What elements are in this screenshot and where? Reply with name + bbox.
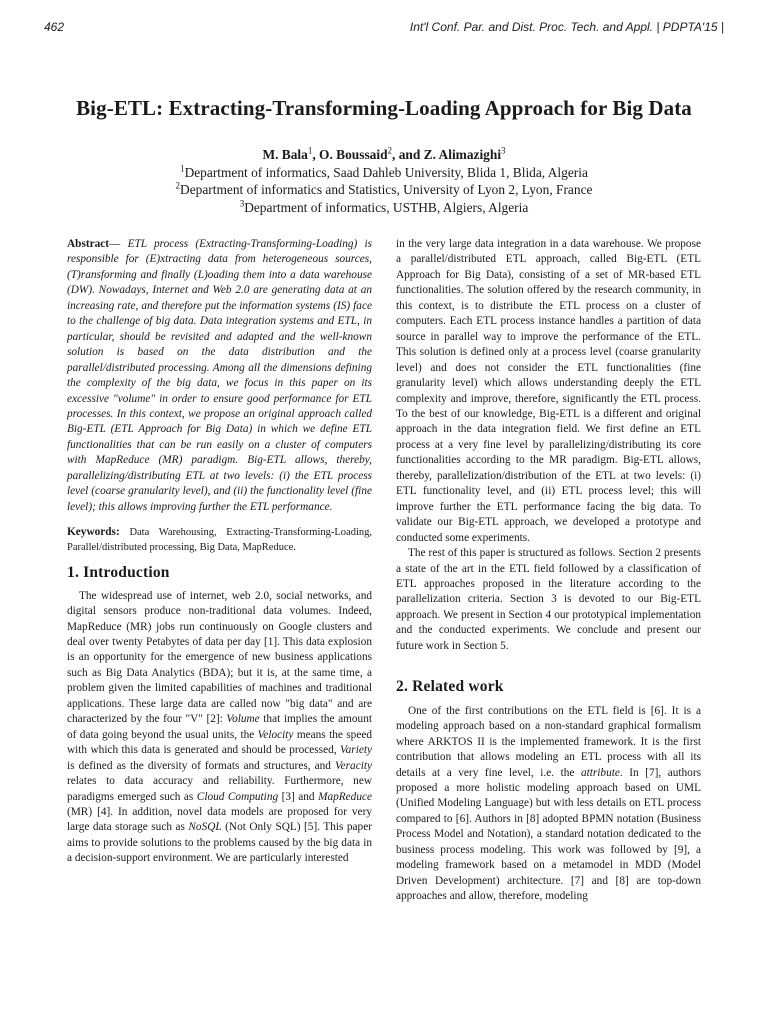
section-heading-introduction: 1. Introduction	[67, 564, 170, 582]
affiliation-superscript: 3	[239, 198, 245, 209]
intro-paragraph-continued: in the very large data integration in a data warehouse. We propose a parallel/distributed ETL approach, called Big-ETL (ETL Approach for Big Data), consisting of a set of MR-based ETL functionalities. The solution offered by the research community, in this context, is to distribute the ETL process on a cluster of computers. Each ETL process instance handles a partition of data source in parallel way to improve the performance of the ETL. This solution is defined only at a process level (coarse granularity level) and does not consider the ETL functionalities (fine granularity level) which allows understanding deeply the ETL complexity and improve, therefore, significantly the ETL process. To the best of our knowledge, Big-ETL is a different and original approach in the data integration field. We first define an ETL process at a very fine level by parallelizing/distributing its core functionalities according to the MR paradigm. Big-ETL allows, thereby, parallelization/distribution of the ETL at two levels: (i) ETL functionality level, and (ii) ETL process level; this will improve further the ETL performance facing the big data. To validate our Big-ETL approach, we developed a prototype and conducted some experiments.	[396, 238, 701, 544]
running-header	[44, 20, 724, 40]
author-superscript: 1	[307, 145, 313, 156]
affiliation-superscript: 2	[175, 180, 181, 191]
page-number: 462	[44, 20, 65, 34]
abstract	[67, 237, 372, 515]
author-separator: ,	[312, 147, 320, 162]
author-superscript: 2	[387, 145, 393, 156]
intro-paragraph-structure: The rest of this paper is structured as follows. Section 2 presents a state of the art in the ETL field followed by a classification of ETL approaches proposed in the literature according to the parallelization criteria. Section 3 is devoted to our Big-ETL approach. We present in Section 4 our prototypical implementation and the conducted experiments. We conclude and present our future work in Section 5.	[396, 547, 701, 652]
affiliation-text: Department of informatics, Saad Dahleb University, Blida 1, Blida, Algeria	[184, 164, 588, 180]
related-work-paragraph: One of the first contributions on the ETL field is [6]. It is a modeling approach based on a non-standard graphical formalism where ARKTOS II is the implemented framework. It is the first contribution that allows modeling an ETL process with all its details at a very fine level, i.e. the attribute. In [7], authors proposed a more holistic modeling approach based on UML (Unified Modeling Language) but with less details on ETL process compared to [6]. Authors in [8] adopted BPMN notation (Business Process Model and Notation), a standard notation dedicated to the business process modeling. This work was followed by [9], a modeling framework based on a metamodel in MDD (Model Driven Development) architecture. [7] and [8] are top-down approaches and allow, therefore, modeling	[396, 704, 701, 903]
conference-venue: Int'l Conf. Par. and Dist. Proc. Tech. and Appl. | PDPTA'15 |	[409, 20, 724, 34]
affiliation	[40, 164, 728, 182]
author-names	[40, 146, 728, 164]
abstract-label: Abstract	[67, 238, 110, 250]
keywords	[67, 525, 372, 555]
affiliation-text: Department of informatics, USTHB, Algiers, Algeria	[244, 199, 529, 215]
keywords-label: Keywords:	[67, 526, 120, 539]
author-superscript: 3	[501, 145, 506, 156]
affiliation-superscript: 1	[180, 163, 185, 174]
keywords-text: Data Warehousing, Extracting-Transforming-Loading, Parallel/distributed processing, Big Data, MapReduce.	[67, 527, 372, 553]
affiliation-text: Department of informatics and Statistics, University of Lyon 2, Lyon, France	[180, 182, 593, 197]
section-heading-related-work: 2. Related work	[396, 678, 504, 696]
affiliation	[40, 199, 728, 217]
abstract-dash: —	[109, 238, 128, 250]
author-name: O. Boussaid	[319, 147, 388, 162]
right-column	[396, 237, 701, 905]
paper-title: Big-ETL: Extracting-Transforming-Loading Approach for Big Data	[76, 96, 692, 120]
author-separator: , and	[392, 147, 424, 162]
left-column	[67, 237, 372, 867]
author-name: Z. Alimazighi	[423, 147, 502, 162]
abstract-text: ETL process (Extracting-Transforming-Loading) is responsible for (E)xtracting data from heterogeneous sources, (T)ransforming and finally (L)oading them into a data warehouse (DW). Nowadays, Internet and Web 2.0 are generating data at an increasing rate, and therefore put the information systems (IS) face to the challenge of big data. Data integration systems and ETL, in particular, should be revisited and adapted and the well-known solution is based on the data distribution and the parallel/distributed processing. Among all the dimensions defining the complexity of the big data, we focus in this paper on its excessive "volume" in order to ensure good performance for ETL processes. In this context, we propose an original approach called Big-ETL (ETL Approach for Big Data) in which we define ETL functionalities that can be run easily on a cluster of computers with MapReduce (MR) paradigm. Big-ETL allows, thereby, parallelizing/distributing ETL at two levels: (i) the ETL process level (coarse granularity level), and (ii) the functionality level (fine level); this allows improving further the ETL performance.	[67, 238, 372, 513]
affiliation	[40, 181, 728, 199]
author-block	[40, 146, 728, 216]
author-name: M. Bala	[262, 147, 308, 162]
intro-paragraph: The widespread use of internet, web 2.0, social networks, and digital sensors produce non-traditional data volumes. Indeed, MapReduce (MR) jobs run continuously on Google clusters and deal over twenty Petabytes of data per day [1]. This data explosion is an opportunity for the emergence of new business applications such as Big Data Analytics (BDA); but it is, at the same time, a problem given the limited capabilities of machines and traditional applications. These large data are called now "big data" and are characterized by the four "V" [2]: Volume that implies the amount of data going beyond the usual units, the Velocity means the speed with which this data is generated and should be processed, Variety is defined as the diversity of formats and structures, and Veracity relates to data accuracy and reliability. Furthermore, new paradigms emerged such as Cloud Computing [3] and MapReduce (MR) [4]. In addition, novel data models are proposed for very large data storage such as NoSQL (Not Only SQL) [5]. This paper aims to provide solutions to the problems caused by the big data in a decision-support environment. We are particularly interested	[67, 589, 373, 865]
